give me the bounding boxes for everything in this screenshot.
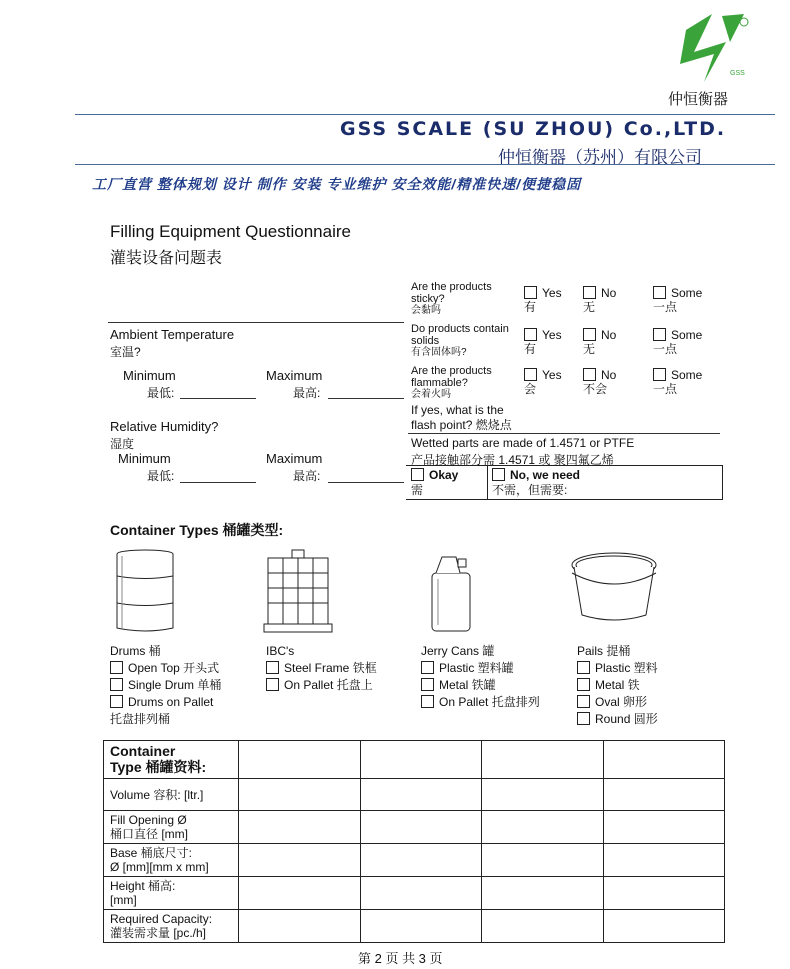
checkbox[interactable] — [110, 678, 123, 691]
option-can-on-pallet[interactable]: On Pallet 托盘排列 — [421, 694, 540, 711]
solids-some-option[interactable]: Some 一点 — [653, 328, 703, 356]
question-flammable — [411, 365, 511, 401]
question-sticky-text: Are the products sticky? — [411, 281, 492, 305]
humidity-min-label: Minimum — [118, 451, 171, 466]
checkbox[interactable] — [653, 328, 666, 341]
table-cell[interactable] — [482, 910, 604, 943]
question-solids — [411, 323, 511, 359]
option-metal-can[interactable]: Metal 铁罐 — [421, 677, 540, 694]
humidity-label-cn: 湿度 — [110, 437, 135, 451]
checkbox[interactable] — [110, 695, 123, 708]
humidity-max-label-cn: 最高: — [293, 469, 321, 483]
checkbox[interactable] — [411, 468, 424, 481]
table-cell[interactable] — [360, 811, 482, 844]
table-cell[interactable] — [360, 877, 482, 910]
checkbox[interactable] — [653, 286, 666, 299]
wetted-parts-label: Wetted parts are made of 1.4571 or PTFE — [411, 436, 635, 450]
logo-gss-text: GSS — [730, 70, 745, 77]
table-cell[interactable] — [603, 811, 725, 844]
checkbox[interactable] — [577, 661, 590, 674]
table-header-cell: Container Type 桶罐资料: — [104, 741, 239, 779]
option-open-top[interactable]: Open Top 开头式 — [110, 660, 221, 677]
question-solids-text: Do products contain solids — [411, 323, 509, 347]
group-title: Drums 桶 — [110, 644, 161, 658]
table-cell[interactable] — [239, 910, 361, 943]
checkbox[interactable] — [524, 286, 537, 299]
humidity-label: Relative Humidity? — [110, 419, 219, 434]
checkbox[interactable] — [421, 661, 434, 674]
table-cell[interactable] — [603, 741, 725, 779]
table-row: Required Capacity: 灌装需求量 [pc./h] — [104, 910, 725, 943]
checkbox[interactable] — [421, 678, 434, 691]
solids-no-option[interactable]: No 无 — [583, 328, 617, 356]
flammable-yes-option[interactable]: Yes 会 — [524, 368, 562, 396]
logo — [664, 12, 754, 108]
wetted-no-option[interactable]: No, we need 不需，但需要: — [492, 468, 581, 497]
ambient-max-label-cn: 最高: — [293, 386, 321, 400]
checkbox[interactable] — [492, 468, 505, 481]
table-cell[interactable] — [360, 741, 482, 779]
logo-cn-text: 仲恒衡器 — [668, 91, 729, 108]
table-cell[interactable] — [603, 844, 725, 877]
checkbox[interactable] — [266, 661, 279, 674]
table-cell[interactable] — [482, 811, 604, 844]
table-cell[interactable] — [360, 910, 482, 943]
container-group-ibc — [266, 643, 377, 694]
sticky-no-option[interactable]: No 无 — [583, 286, 617, 314]
checkbox[interactable] — [583, 328, 596, 341]
flash-point-text: If yes, what is the — [411, 403, 504, 417]
question-sticky — [411, 281, 511, 317]
ambient-temperature-label-cn: 室温? — [110, 345, 141, 359]
ambient-min-label: Minimum — [123, 368, 176, 383]
option-steel-frame[interactable]: Steel Frame 铁框 — [266, 660, 377, 677]
question-flammable-cn: 会着火吗 — [411, 389, 451, 400]
ambient-temperature-label: Ambient Temperature — [110, 327, 235, 342]
table-row: Volume 容积: [ltr.] — [104, 779, 725, 811]
container-group-drums — [110, 643, 221, 728]
table-cell[interactable] — [482, 877, 604, 910]
ambient-min-field[interactable] — [180, 386, 256, 399]
option-metal-pail[interactable]: Metal 铁 — [577, 677, 658, 694]
humidity-min-field[interactable] — [180, 470, 256, 483]
drum-icon — [112, 548, 178, 634]
table-cell[interactable] — [603, 779, 725, 811]
wetted-okay-option[interactable]: Okay 需 — [411, 468, 459, 497]
slogan: 工厂直营 整体规划 设计 制作 安装 专业维护 安全效能/精准快速/便捷稳固 — [92, 176, 582, 192]
table-cell[interactable] — [603, 910, 725, 943]
flash-point-text-2: flash point? — [411, 418, 473, 432]
table-cell[interactable] — [239, 811, 361, 844]
checkbox[interactable] — [110, 661, 123, 674]
container-group-pails — [577, 643, 658, 728]
checkbox[interactable] — [524, 368, 537, 381]
table-cell[interactable] — [239, 779, 361, 811]
page-number: 第 2 页 共 3 页 — [358, 951, 443, 966]
group-title: IBC's — [266, 644, 295, 658]
table-cell[interactable] — [239, 877, 361, 910]
container-data-table — [103, 740, 725, 943]
ambient-max-label: Maximum — [266, 368, 323, 383]
sticky-some-option[interactable]: Some 一点 — [653, 286, 703, 314]
group-title: Jerry Cans 罐 — [421, 644, 495, 658]
question-solids-cn: 有含固体吗? — [411, 347, 467, 358]
ibc-icon — [262, 548, 334, 634]
checkbox[interactable] — [653, 368, 666, 381]
checkbox[interactable] — [583, 368, 596, 381]
table-row: Base 桶底尺寸: Ø [mm][mm x mm] — [104, 844, 725, 877]
table-cell[interactable] — [239, 741, 361, 779]
company-name-cn: 仲恒衡器（苏州）有限公司 — [498, 148, 702, 167]
solids-yes-option[interactable]: Yes 有 — [524, 328, 562, 356]
question-sticky-cn: 会黏吗 — [411, 305, 441, 316]
wetted-parts-label-cn: 产品接触部分需 1.4571 或 聚四氟乙烯 — [411, 453, 614, 467]
ambient-min-label-cn: 最低: — [147, 386, 175, 400]
question-flammable-text: Are the products flammable? — [411, 365, 492, 389]
drums-on-pallet-cn: 托盘排列桶 — [110, 712, 171, 726]
container-group-jerry-cans — [421, 643, 540, 711]
table-header-row — [104, 741, 725, 779]
checkbox[interactable] — [583, 286, 596, 299]
checkbox[interactable] — [577, 695, 590, 708]
flammable-no-option[interactable]: No 不会 — [583, 368, 617, 396]
checkbox[interactable] — [577, 678, 590, 691]
option-ibc-on-pallet[interactable]: On Pallet 托盘上 — [266, 677, 377, 694]
table-cell[interactable] — [482, 741, 604, 779]
jerry-can-icon — [430, 553, 472, 633]
flammable-some-option[interactable]: Some 一点 — [653, 368, 703, 396]
checkbox[interactable] — [266, 678, 279, 691]
ambient-max-field[interactable] — [328, 386, 404, 399]
table-cell[interactable] — [603, 877, 725, 910]
humidity-max-field[interactable] — [328, 470, 404, 483]
page-title-cn: 灌装设备问题表 — [110, 250, 223, 267]
table-cell[interactable] — [239, 844, 361, 877]
table-cell[interactable] — [360, 844, 482, 877]
table-row: Height 桶高: [mm] — [104, 877, 725, 910]
sticky-yes-option[interactable]: Yes 有 — [524, 286, 562, 314]
table-cell[interactable] — [482, 844, 604, 877]
humidity-min-label-cn: 最低: — [147, 469, 175, 483]
option-single-drum[interactable]: Single Drum 单桶 — [110, 677, 221, 694]
table-cell[interactable] — [482, 779, 604, 811]
checkbox[interactable] — [421, 695, 434, 708]
company-name-en: GSS SCALE (SU ZHOU) Co.,LTD. — [340, 118, 727, 140]
humidity-max-label: Maximum — [266, 451, 323, 466]
table-row: Fill Opening Ø 桶口直径 [mm] — [104, 811, 725, 844]
option-round-pail[interactable]: Round 圆形 — [577, 711, 658, 728]
checkbox[interactable] — [524, 328, 537, 341]
container-types-heading: Container Types 桶罐类型: — [110, 522, 284, 538]
checkbox[interactable] — [577, 712, 590, 725]
group-title: Pails 提桶 — [577, 644, 631, 658]
option-drums-on-pallet[interactable]: Drums on Pallet — [110, 694, 221, 711]
option-plastic-can[interactable]: Plastic 塑料罐 — [421, 660, 540, 677]
pail-icon — [568, 545, 660, 625]
flash-point-label — [411, 403, 512, 433]
table-cell[interactable] — [360, 779, 482, 811]
option-plastic-pail[interactable]: Plastic 塑料 — [577, 660, 658, 677]
flash-point-cn: 燃烧点 — [475, 418, 512, 432]
gss-logo-icon — [664, 12, 754, 92]
option-oval-pail[interactable]: Oval 卵形 — [577, 694, 658, 711]
page-title: Filling Equipment Questionnaire — [110, 222, 351, 241]
